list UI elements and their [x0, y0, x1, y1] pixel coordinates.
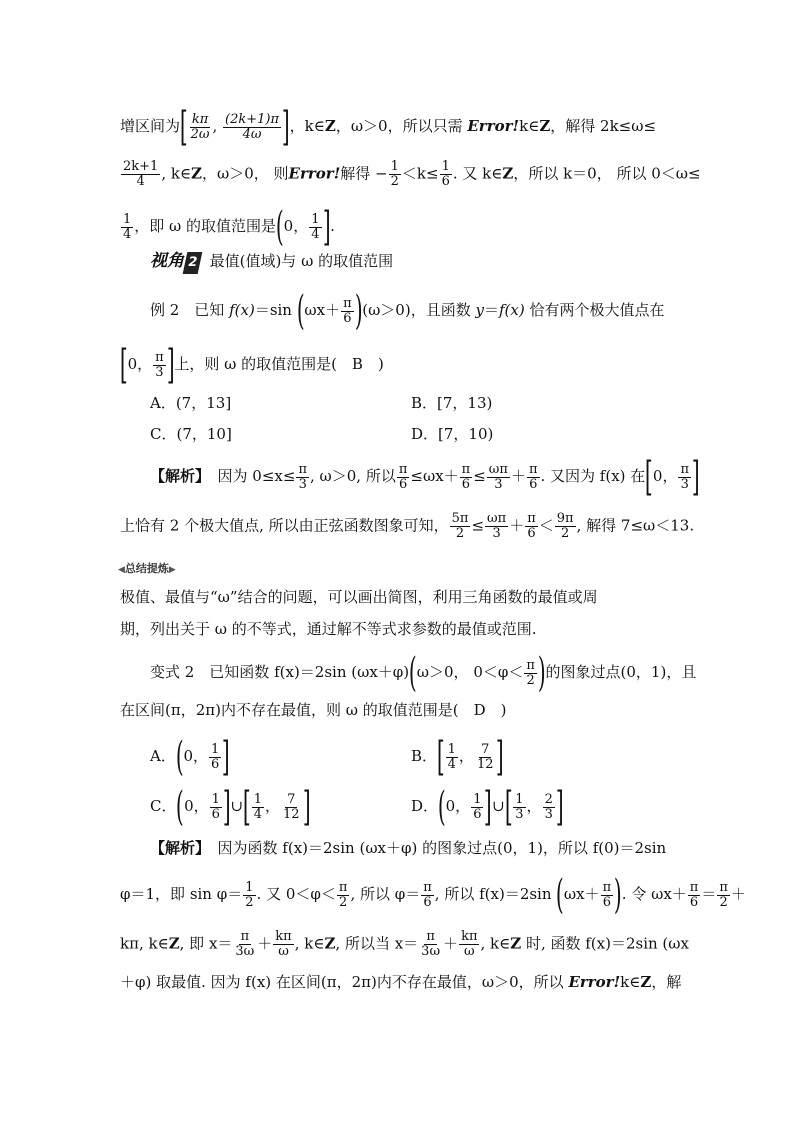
solution-line: kπ, k∈Z, 即 x＝ $\frac{\pi}{3\omega}$ ＋ $\frac{k\pi}{\omega}$ , k∈Z, 所以当 x＝ $\frac{\pi}{3\omega}$ ＋ $\frac{k\pi}{\omega}$ , k∈Z 时, 函数 f(x)＝2sin (ωx [120, 929, 689, 959]
text-line: $\frac{2k+1}{4}$ , k∈Z，ω＞0， 则Error!解得 − $\frac{1}{2}$ ＜k≤ $\frac{1}{6}$ . 又 k∈Z，所以 k＝0， 所以 0＜ω≤ [123, 159, 701, 189]
option-c: C．(0， $\frac{1}{6}$ ]∪[ $\frac{1}{4}$ ， $\frac{7}{12}$ ] [150, 784, 311, 830]
summary-paragraph: 期，列出关于 ω 的不等式，通过解不等式求参数的最值或范围. [120, 620, 537, 638]
option-a: A．(0， $\frac{1}{6}$ ] [150, 734, 230, 780]
option-b: B．[ $\frac{1}{4}$ ， $\frac{7}{12}$ ] [411, 734, 505, 780]
fraction: $\frac{k\pi}{2\omega}$ [190, 111, 210, 142]
solution-line: ＋φ) 取最值. 因为 f(x) 在区间(π，2π)内不存在最值，ω＞0，所以 Error!k∈Z，解 [120, 973, 682, 991]
solution-line: 上恰有 2 个极大值点, 所以由正弦函数图象可知， $\frac{5\pi}{2}$ ≤ $\frac{\omega\pi}{3}$ ＋ $\frac{\pi}{6}$ ＜ $\frac{9\pi}{2}$ , 解得 7≤ω＜13. [120, 511, 695, 541]
error-text: Error! [467, 117, 520, 135]
solution-tag: 【解析】 [150, 839, 203, 857]
solution-tag: 【解析】 [150, 467, 203, 485]
summary-label: ◀总结提炼▶ [118, 562, 176, 575]
section-number-badge: 2 [183, 252, 203, 274]
option-a: A．(7，13] [150, 394, 232, 412]
summary-paragraph: 极值、最值与“ω”结合的问题，可以画出简图，利用三角函数的最值或周 [120, 588, 598, 606]
section-mark: 视角 [150, 251, 184, 271]
section-title: 最值(值域)与 ω 的取值范围 [209, 252, 394, 270]
solution-line: 【解析】 因为函数 f(x)＝2sin (ωx＋φ) 的图象过点(0，1)，所以 f(0)＝2sin [150, 839, 667, 857]
option-d: D．(0， $\frac{1}{6}$ ]∪[ $\frac{1}{3}$ ， $\frac{2}{3}$ ] [411, 784, 564, 830]
solution-line: φ＝1，即 sin φ＝ $\frac{1}{2}$ . 又 0＜φ＜ $\frac{\pi}{2}$ , 所以 φ＝ $\frac{\pi}{6}$ , 所以 f(x)＝2sin (ωx＋ $\frac{\pi}{6}$ ). 令 ωx＋ $\frac{\pi}{6}$ ＝ $\frac{\pi}{2}$ ＋ [120, 872, 746, 918]
variant-stem: 在区间(π，2π)内不存在最值，则 ω 的取值范围是( D ) [120, 701, 507, 719]
section-heading [150, 250, 393, 274]
option-c: C．(7，10] [150, 425, 232, 443]
text-line: 增区间为[ $\frac{k\pi}{2\omega}$ , $\frac{(2k+1)\pi}{4\omega}$ ]，k∈Z，ω＞0，所以只需 Error!k∈Z，解得 2k≤ω≤ [120, 104, 657, 150]
example-stem: 例 2 已知 f(x)＝sin (ωx＋ $\frac{\pi}{6}$ )(ω＞0)，且函数 y＝f(x) 恰有两个极大值点在 [150, 288, 665, 334]
option-d: D．[7，10) [411, 425, 494, 443]
fraction: $\frac{2k+1}{4}$ [123, 159, 159, 189]
variant-stem: 变式 2 已知函数 f(x)＝2sin (ωx＋φ)(ω＞0， 0＜φ＜ $\frac{\pi}{2}$ )的图象过点(0，1)，且 [150, 650, 697, 696]
solution-line: 【解析】 因为 0≤x≤ $\frac{\pi}{3}$ , ω＞0, 所以 $\frac{\pi}{6}$ ≤ωx＋ $\frac{\pi}{6}$ ≤ $\frac{\omega\pi}{3}$ ＋ $\frac{\pi}{6}$ . 又因为 f(x) 在[0， $\frac{\pi}{3}$ ] [150, 454, 700, 500]
triangle-icon: ◀ [118, 565, 125, 575]
fraction: $\frac{(2k+1)\pi}{4\omega}$ [225, 111, 280, 142]
error-text: Error! [568, 973, 621, 991]
text-line: $\frac{1}{4}$ ，即 ω 的取值范围是(0， $\frac{1}{4}$ ]. [123, 204, 335, 250]
option-b: B．[7，13) [411, 394, 493, 412]
error-text: Error! [288, 164, 341, 183]
example-stem: [0， $\frac{\pi}{3}$ ]上，则 ω 的取值范围是( B ) [119, 342, 384, 388]
triangle-icon: ▶ [168, 565, 176, 575]
